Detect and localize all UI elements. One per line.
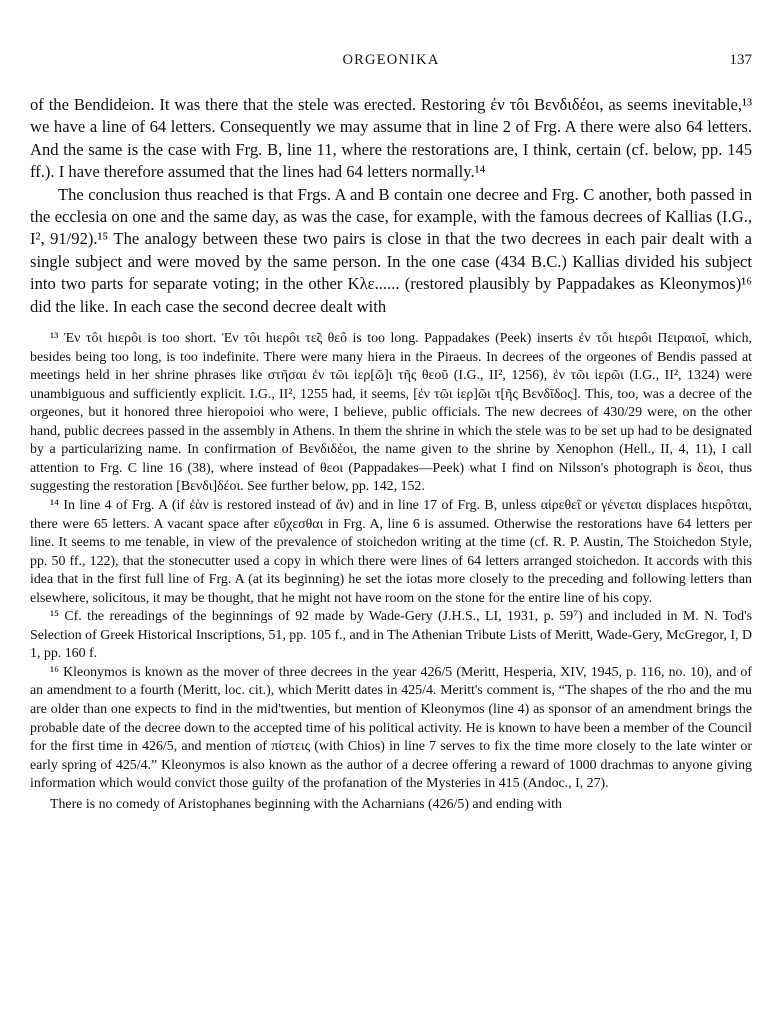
footnotes bbox=[30, 330, 752, 814]
footnote-16-continuation: There is no comedy of Aristophanes beginning with the Acharnians (426/5) and ending with bbox=[50, 796, 562, 812]
body-paragraph-2: The conclusion thus reached is that Frgs. A and B contain one decree and Frg. C another, both passed in the ecclesia on one and the same day, as was the case, for example, with the famous decrees of Kallias (I.G., I², 91/92).¹⁵ The analogy between these two pairs is close in that the two decrees in each pair dealt with a single subject and were moved by the same person. In the one case (434 B.C.) Kallias divided his subject into two parts for separate voting; in the other Κλε...... (restored plausibly by Pappadakes as Kleonymos)¹⁶ did the like. In each case the second decree dealt with bbox=[30, 184, 752, 316]
page-number: 137 bbox=[729, 52, 752, 68]
footnote-13: ¹³ Ἐν τôι hιερôι is too short. Ἐν τôι hιερôι τε̃ς θεô is too long. Pappadakes (Peek) inserts ἐν τôι hιερôι Πειραιοῖ, which, besides being too long, is too indefinite. There were many hiera in the Piraeus. In decrees of the orgeones of Bendis passed at meetings held in her shrine phrases like στῆσαι ἐν τῶι ἱερ[ῶ]ι τῆς θεοῦ (I.G., II², 1256), ἐν τῶι ἱερῶι (I.G., II², 1324) were unambiguous and sufficiently explicit. I.G., II², 1255 had, it seems, [ἐν τῶι ἱερ]ῶι τ[ῆς Βενδῖδος]. This, too, was a decree of the orgeones, but it honored three hieropoioi who were, I believe, public officials. The new decrees of 430/29 were, on the other hand, public decrees passed in the assembly in Athens. In them the shrine in which the stele was to be set up had to be designated by a particularizing name. In confirmation of Βενδιδέοι, the name given to the shrine by Xenophon (Hell., II, 4, 11), I call attention to Frg. C line 16 (38), where instead of θεοι (Pappadakes—Peek) what I find on Nilsson's photograph is δεοι, thus suggesting the restoration [Βενδι]δέοι. See further below, pp. 142, 152. bbox=[30, 331, 752, 495]
footnote-14: ¹⁴ In line 4 of Frg. A (if ἐὰν is restored instead of ἄν) and in line 17 of Frg. B, unless αἱρεθε̃ι or γένεται displaces hιερôται, there were 65 letters. A vacant space after εὔχεσθαι in Frg. A, line 6 is assumed. Otherwise the restorations have 64 letters per line. It seems to me tenable, in view of the prevalence of stoichedon writing at the time (cf. R. P. Austin, The Stoichedon Style, pp. 50 ff., 122), that the stonecutter used a copy in which there were lines of 64 letters arranged stoichedon. It accords with this idea that in the first full line of Frg. A (at its beginning) he set the iotas more closely to the preceding and following letters than elsewhere, solicitous, it may be thought, that he might not have room on the stone for the entire line of his copy. bbox=[30, 497, 752, 606]
running-head bbox=[30, 52, 752, 74]
running-title: ORGEONIKA bbox=[342, 52, 440, 68]
page bbox=[30, 52, 752, 814]
body-text bbox=[30, 94, 752, 318]
footnote-15: ¹⁵ Cf. the rereadings of the beginnings of 92 made by Wade-Gery (J.H.S., LI, 1931, p. 59⁷) and included in M. N. Tod's Selection of Greek Historical Inscriptions, 51, pp. 105 f., and in The Athenian Tribute Lists of Meritt, Wade-Gery, McGregor, I, D 1, pp. 160 f. bbox=[30, 609, 752, 662]
body-paragraph-1: of the Bendideion. It was there that the stele was erected. Restoring ἐν τôι Βενδιδέοι, as seems inevitable,¹³ we have a line of 64 letters. Consequently we may assume that in line 2 of Frg. A there were also 64 letters. And the same is the case with Frg. B, line 11, where the restorations are, I think, certain (cf. below, pp. 145 ff.). I have therefore assumed that the lines had 64 letters normally.¹⁴ bbox=[30, 95, 752, 182]
footnote-16: ¹⁶ Kleonymos is known as the mover of three decrees in the year 426/5 (Meritt, Hesperia, XIV, 1945, p. 116, no. 10), and of an amendment to a fourth (Meritt, loc. cit.), which Meritt dates in 425/4. Meritt's comment is, “The shapes of the rho and the mu are older than one expects to find in the mid'twenties, but mention of Kleonymos (line 4) as sponsor of an amendment brings the probable date of the decree down to the accepted time of his political activity. He is known to have been a member of the Council for the first time in 426/5, and mention of πίστεις (with Chios) in line 7 serves to fix the time more closely to the late winter or early spring of 425/4.” Kleonymos is also known as the author of a decree offering a reward of 1000 drachmas to anyone giving information which would convict those guilty of the profanation of the Mysteries in 415 (Andoc., I, 27). bbox=[30, 664, 752, 792]
